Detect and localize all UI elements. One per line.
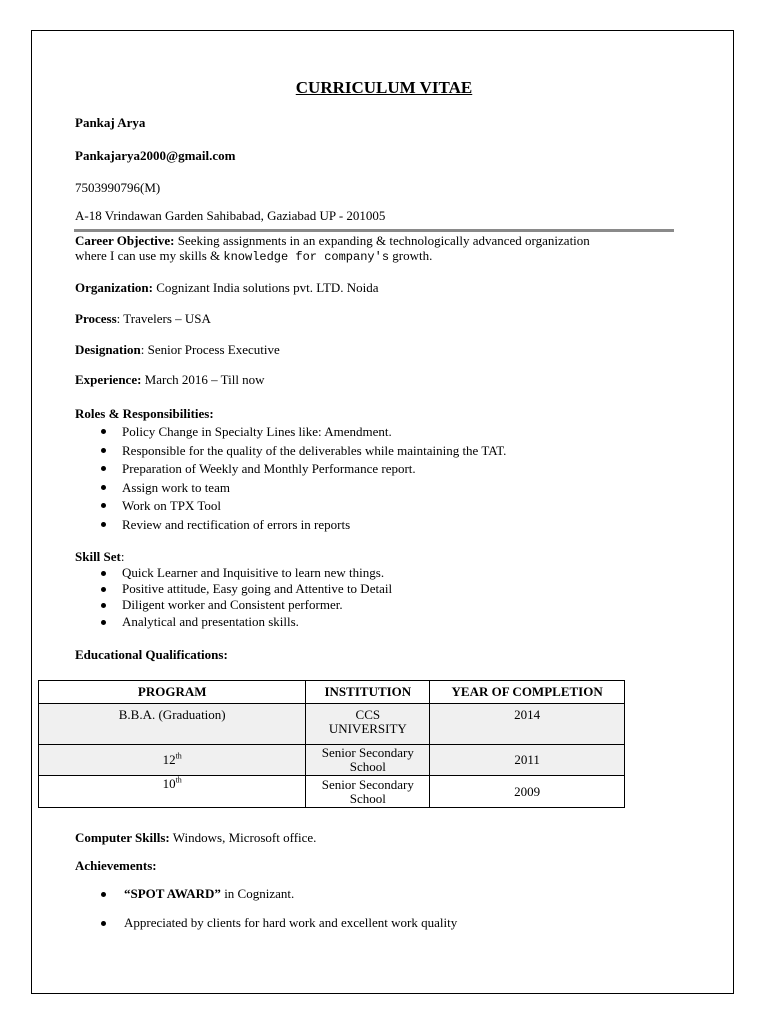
computer-skills-value: Windows, Microsoft office.	[169, 830, 317, 845]
experience-value: March 2016 – Till now	[141, 372, 265, 387]
education-heading: Educational Qualifications:	[75, 647, 228, 662]
skills-heading-line	[75, 549, 125, 564]
skills-heading-suffix: :	[120, 549, 125, 564]
program-sup: th	[175, 751, 182, 761]
education-table	[38, 680, 625, 808]
column-header: YEAR OF COMPLETION	[430, 681, 625, 704]
institution-cell	[306, 776, 430, 808]
postal-address: A-18 Vrindawan Garden Sahibabad, Gaziabad UP - 201005	[75, 208, 386, 223]
list-item: Quick Learner and Inquisitive to learn new things.	[98, 565, 392, 581]
list-item: Analytical and presentation skills.	[98, 614, 392, 630]
program-text: 10	[162, 776, 176, 791]
list-item: Policy Change in Specialty Lines like: Amendment.	[98, 423, 506, 442]
organization-label: Organization:	[75, 280, 153, 295]
candidate-name: Pankaj Arya	[75, 115, 146, 130]
career-objective-text-2c: growth.	[389, 248, 433, 263]
spot-award-rest: in Cognizant.	[220, 886, 295, 901]
program-text: 12	[162, 752, 176, 767]
institution-text: Senior Secondary	[321, 776, 414, 792]
list-item: Responsible for the quality of the deliverables while maintaining the TAT.	[98, 442, 506, 461]
list-item: Preparation of Weekly and Monthly Performance report.	[98, 460, 506, 479]
skills-list	[98, 565, 392, 630]
experience-line	[75, 372, 265, 387]
list-item: Assign work to team	[98, 479, 506, 498]
email-address: Pankajarya2000@gmail.com	[75, 148, 236, 163]
program-cell	[39, 745, 306, 776]
institution-text: UNIVERSITY	[328, 721, 407, 736]
page-title: CURRICULUM VITAE	[295, 78, 473, 97]
computer-skills-line	[75, 830, 316, 845]
program-sup: th	[175, 775, 182, 785]
institution-text: CCS	[355, 707, 381, 722]
institution-cell	[306, 745, 430, 776]
table-header-row	[39, 681, 625, 704]
list-item	[98, 886, 457, 901]
list-item: Appreciated by clients for hard work and excellent work quality	[98, 915, 457, 930]
institution-text: School	[349, 759, 386, 774]
institution-text: School	[349, 790, 386, 806]
skills-heading: Skill Set	[75, 549, 121, 564]
career-objective-line2	[75, 248, 432, 265]
program-text: B.B.A. (Graduation)	[118, 707, 226, 722]
career-objective-line1	[75, 233, 590, 248]
organization-line	[75, 280, 379, 295]
computer-skills-label: Computer Skills:	[75, 830, 170, 845]
designation-line	[75, 342, 280, 357]
process-label: Process	[75, 311, 117, 326]
designation-label: Designation	[75, 342, 141, 357]
process-line	[75, 311, 211, 326]
list-item: Work on TPX Tool	[98, 497, 506, 516]
table-row	[39, 745, 625, 776]
program-cell	[39, 704, 306, 745]
list-item: Positive attitude, Easy going and Attentive to Detail	[98, 581, 392, 597]
achievements-list	[98, 886, 457, 930]
list-item: Review and rectification of errors in reports	[98, 516, 506, 535]
institution-cell	[306, 704, 430, 745]
list-item: Diligent worker and Consistent performer.	[98, 597, 392, 613]
year-cell: 2014	[430, 704, 625, 745]
section-divider	[74, 229, 674, 232]
experience-label: Experience:	[75, 372, 142, 387]
organization-value: Cognizant India solutions pvt. LTD. Noida	[153, 280, 379, 295]
roles-list	[98, 423, 506, 535]
institution-text: Senior Secondary	[321, 745, 414, 760]
career-objective-text-2b: knowledge for company's	[223, 250, 390, 264]
career-objective-text-2a: where I can use my skills &	[75, 248, 224, 263]
year-cell: 2011	[430, 745, 625, 776]
career-objective-label: Career Objective:	[75, 233, 175, 248]
roles-heading: Roles & Responsibilities:	[75, 406, 214, 421]
column-header: PROGRAM	[39, 681, 306, 704]
spot-award-text: “SPOT AWARD”	[124, 886, 221, 901]
program-cell	[39, 776, 306, 808]
year-cell: 2009	[430, 776, 625, 808]
process-value: : Travelers – USA	[116, 311, 211, 326]
column-header: INSTITUTION	[306, 681, 430, 704]
designation-value: : Senior Process Executive	[140, 342, 280, 357]
table-row	[39, 776, 625, 808]
phone-number: 7503990796(M)	[75, 180, 161, 195]
table-row	[39, 704, 625, 745]
career-objective-text-1: Seeking assignments in an expanding & technologically advanced organization	[174, 233, 590, 248]
achievements-heading: Achievements:	[75, 858, 157, 873]
